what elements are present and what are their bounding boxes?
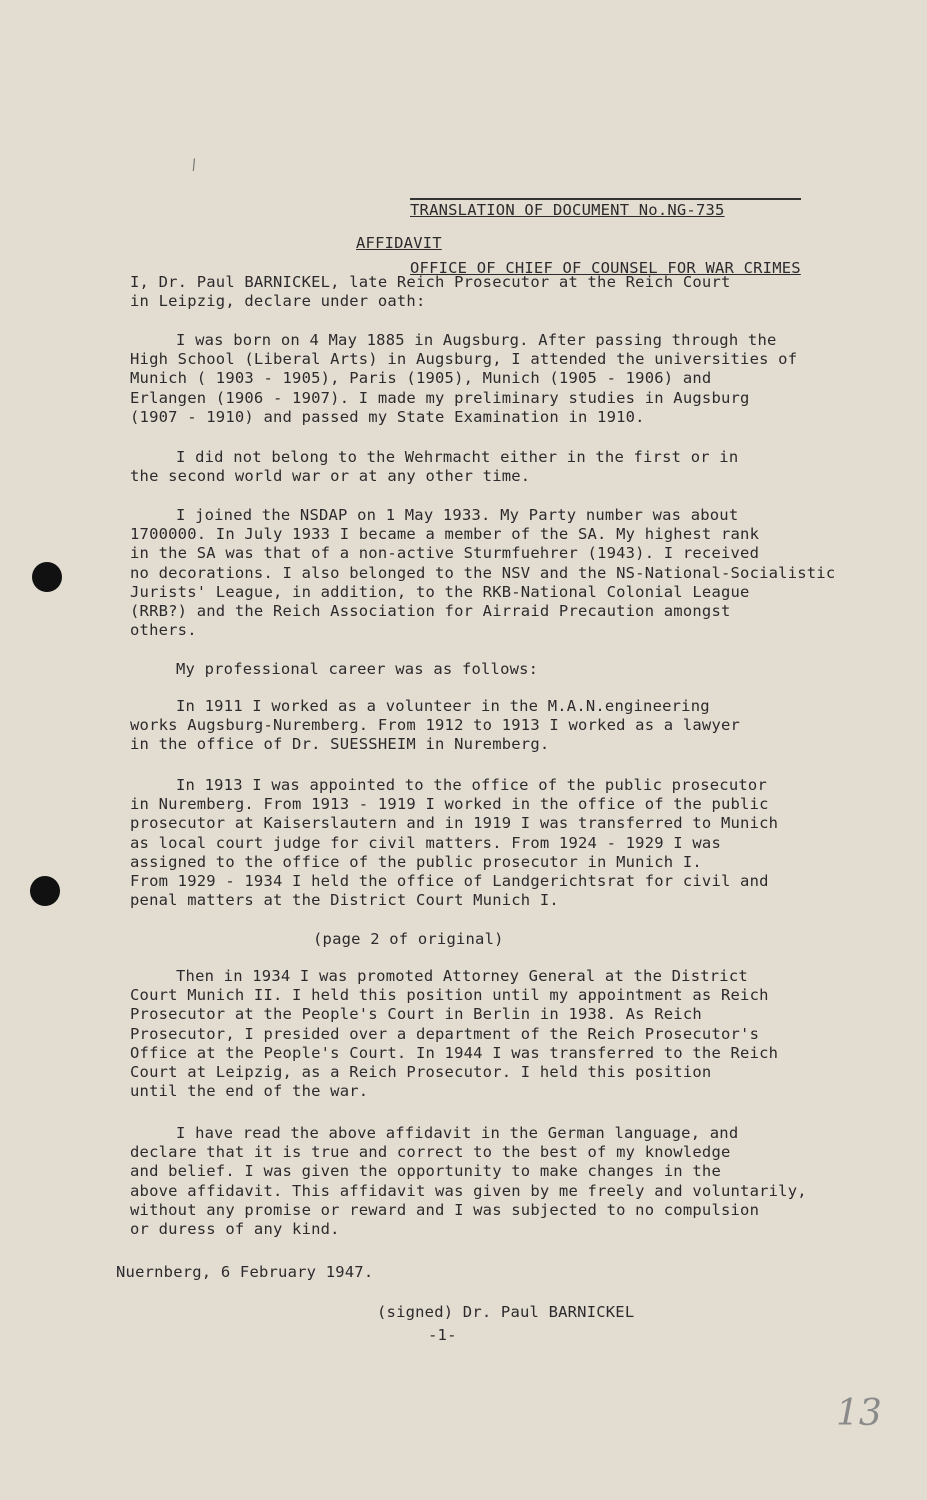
header-line-2: OFFICE OF CHIEF OF COUNSEL FOR WAR CRIMES bbox=[410, 259, 801, 278]
wehrmacht-paragraph: I did not belong to the Wehrmacht either in the first or in the second world war or at any other time. bbox=[130, 448, 739, 486]
birth-education-paragraph: I was born on 4 May 1885 in Augsburg. After passing through the High School (Liberal Arts) in Augsburg, I attended the universities of Munich ( 1903 - 1905), Paris (1905), Munich (1905 - 1906) and Erlangen (1906 - 1907). I made my preliminary studies in Augsburg (1907 - 1910) and passed my State Examination in 1910. bbox=[130, 331, 798, 426]
declaration-paragraph: I have read the above affidavit in the German language, and declare that it is true and correct to the best of my knowledge and belief. I was given the opportunity to make changes in the above affidavit. This affidavit was given by me freely and voluntarily, without any promise or reward and I was subjected to no compulsion or duress of any kind. bbox=[130, 1124, 807, 1239]
signature-line: (signed) Dr. Paul BARNICKEL bbox=[377, 1303, 635, 1321]
header-line-1: TRANSLATION OF DOCUMENT No.NG-735 bbox=[410, 198, 801, 220]
party-membership-paragraph: I joined the NSDAP on 1 May 1933. My Party number was about 1700000. In July 1933 I became a member of the SA. My highest rank in the SA was that of a non-active Sturmfuehrer (1943). I received no decorations. I also belonged to the NSV and the NS-National-Socialistic Jurists' League, in addition, to the RKB-National Colonial League (RRB?) and the Reich Association for Airraid Precaution amongst others. bbox=[130, 506, 836, 640]
early-career-paragraph: In 1911 I worked as a volunteer in the M.A.N.engineering works Augsburg-Nuremberg. From 1912 to 1913 I worked as a lawyer in the office of Dr. SUESSHEIM in Nuremberg. bbox=[130, 697, 741, 754]
intro-paragraph: I, Dr. Paul BARNICKEL, late Reich Prosecutor at the Reich Court in Leipzig, declare under oath: bbox=[130, 273, 731, 311]
punch-hole bbox=[30, 876, 60, 906]
career-heading-paragraph: My professional career was as follows: bbox=[176, 660, 539, 678]
handwritten-page-number: 13 bbox=[836, 1393, 882, 1434]
pencil-tick-mark: / bbox=[187, 156, 201, 174]
later-career-paragraph: Then in 1934 I was promoted Attorney General at the District Court Munich II. I held this position until my appointment as Reich Prosecutor at the People's Court in Berlin in 1938. As Reich Prosecutor, I presided over a department of the Reich Prosecutor's Office at the People's Court. In 1944 I was transferred to the Reich Court at Leipzig, as a Reich Prosecutor. I held this position until the end of the war. bbox=[130, 967, 779, 1101]
place-date: Nuernberg, 6 February 1947. bbox=[116, 1263, 374, 1281]
page-note: (page 2 of original) bbox=[313, 930, 504, 948]
document-title: AFFIDAVIT bbox=[356, 234, 442, 252]
punch-hole bbox=[32, 562, 62, 592]
page-number: -1- bbox=[428, 1326, 457, 1344]
prosecutor-career-paragraph: In 1913 I was appointed to the office of the public prosecutor in Nuremberg. From 1913 - 1919 I worked in the office of the public prosecutor at Kaiserslautern and in 1919 I was transferred to Munich as local court judge for civil matters. From 1924 - 1929 I was assigned to the office of the public prosecutor in Munich I. From 1929 - 1934 I held the office of Landgerichtsrat for civil and penal matters at the District Court Munich I. bbox=[130, 776, 779, 910]
